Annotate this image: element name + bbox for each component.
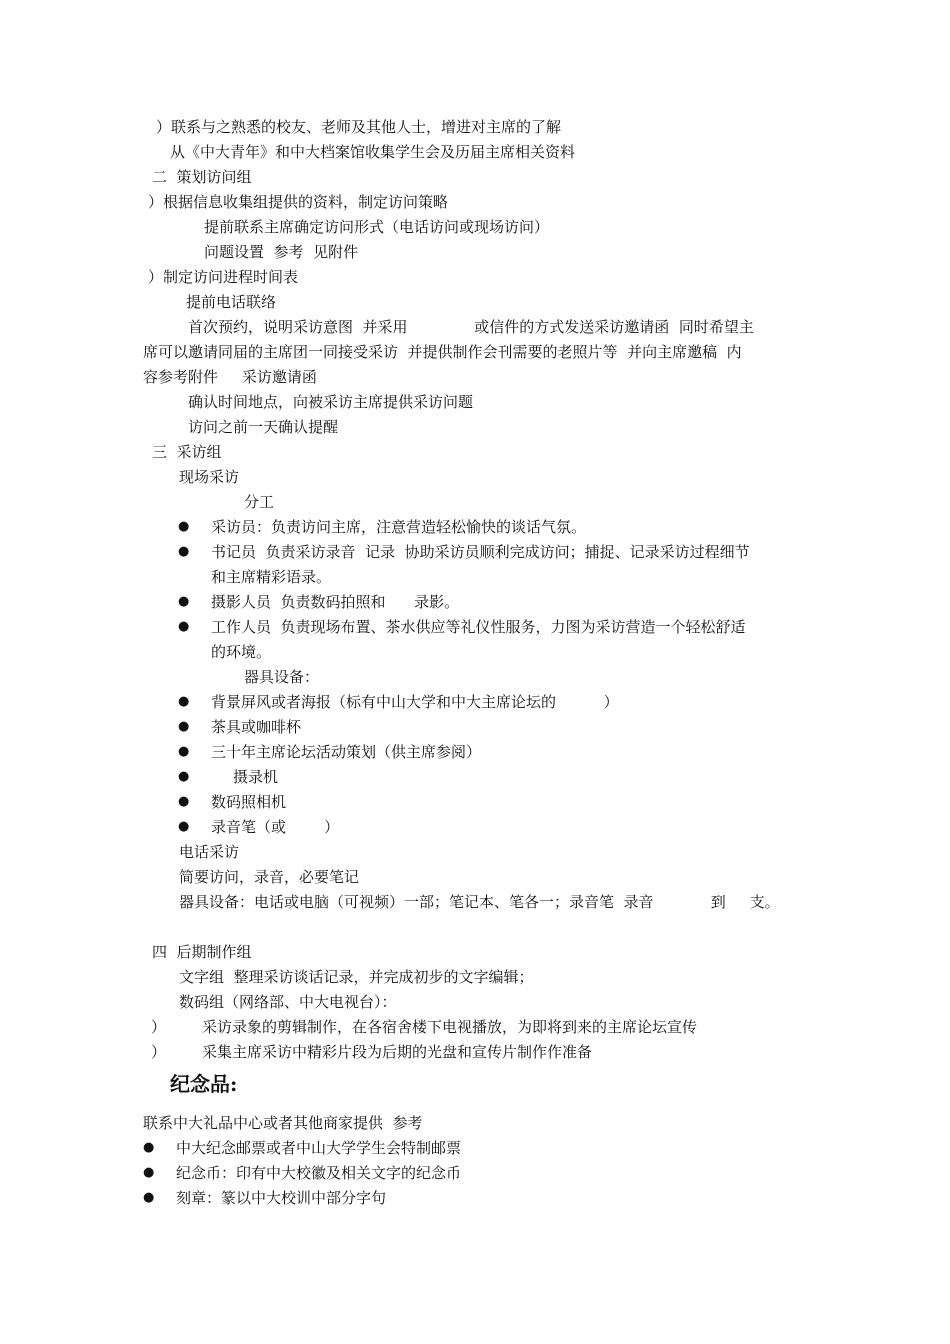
souvenir-heading: 纪念品: (170, 1072, 238, 1096)
text-line: 简要访问，录音，必要笔记 (179, 868, 360, 886)
list-item: 摄录机 (233, 768, 279, 786)
text-line: 提前联系主席确定访问形式（电话访问或现场访问） (204, 218, 550, 236)
list-item: 书记员 负责采访录音 记录 协助采访员顺利完成访问；捕捉、记录采访过程细节 (211, 543, 750, 561)
list-marker: ） (151, 1043, 167, 1061)
text-line: 席可以邀请同届的主席团一同接受采访 并提供制作会刊需要的老照片等 并向主席邀稿 内 (143, 343, 742, 361)
list-item: 摄影人员 负责数码拍照和 录影。 (211, 593, 460, 611)
bullet-icon: ● (178, 619, 190, 634)
list-item: 刻章：篆以中大校训中部分字句 (176, 1189, 387, 1207)
text-line: 访问之前一天确认提醒 (188, 418, 339, 436)
bullet-icon: ● (178, 819, 190, 834)
text-line: 文字组 整理采访谈话记录，并完成初步的文字编辑； (179, 968, 534, 986)
section-heading: 三 采访组 (152, 443, 222, 461)
section-heading: 四 后期制作组 (152, 943, 252, 961)
text-line: 联系中大礼品中心或者其他商家提供 参考 (143, 1114, 423, 1132)
sub-heading: 分工 (244, 493, 275, 511)
list-item-continuation: 的环境。 (211, 643, 272, 661)
list-item: 采访员：负责访问主席，注意营造轻松愉快的谈话气氛。 (211, 518, 587, 536)
bullet-icon: ● (178, 594, 190, 609)
list-item: 数码照相机 (211, 793, 287, 811)
section-heading: 二 策划访问组 (152, 168, 252, 186)
text-line: 容参考附件 采访邀请函 (143, 368, 317, 386)
list-item: 三十年主席论坛活动策划（供主席参阅） (211, 743, 482, 761)
text-line: ）联系与之熟悉的校友、老师及其他人士，增进对主席的了解 (156, 118, 562, 136)
text-line: ）制定访问进程时间表 (148, 268, 299, 286)
list-item: 茶具或咖啡杯 (211, 718, 302, 736)
bullet-icon: ● (178, 719, 190, 734)
list-item: 背景屏风或者海报（标有中山大学和中大主席论坛的 ） (211, 693, 619, 711)
bullet-icon: ● (143, 1165, 155, 1180)
bullet-icon: ● (178, 744, 190, 759)
text-line: 首次预约，说明采访意图 并采用 或信件的方式发送采访邀请函 同时希望主 (188, 318, 754, 336)
sub-heading: 电话采访 (179, 843, 240, 861)
list-item-continuation: 和主席精彩语录。 (211, 568, 332, 586)
bullet-icon: ● (178, 694, 190, 709)
sub-heading: 现场采访 (179, 468, 240, 486)
list-marker: ） (151, 1018, 167, 1036)
text-line: 从《中大青年》和中大档案馆收集学生会及历届主席相关资料 (170, 143, 576, 161)
bullet-icon: ● (143, 1140, 155, 1155)
text-line: 器具设备：电话或电脑（可视频）一部；笔记本、笔各一；录音笔 录音 到 支。 (179, 893, 780, 911)
text-line: 问题设置 参考 见附件 (204, 243, 359, 261)
list-item: 中大纪念邮票或者中山大学学生会特制邮票 (176, 1139, 462, 1157)
list-item: 录音笔（或 ） (211, 818, 340, 836)
text-line: 数码组（网络部、中大电视台）： (179, 993, 397, 1011)
text-line: 确认时间地点，向被采访主席提供采访问题 (188, 393, 474, 411)
bullet-icon: ● (178, 519, 190, 534)
bullet-icon: ● (178, 794, 190, 809)
text-line: 提前电话联络 (186, 293, 277, 311)
bullet-icon: ● (178, 544, 190, 559)
sub-heading: 器具设备： (244, 668, 320, 686)
bullet-icon: ● (143, 1190, 155, 1205)
text-line: ）根据信息收集组提供的资料，制定访问策略 (148, 193, 449, 211)
text-line: 采访录象的剪辑制作，在各宿舍楼下电视播放，为即将到来的主席论坛宣传 (202, 1018, 698, 1036)
bullet-icon: ● (178, 769, 190, 784)
list-item: 工作人员 负责现场布置、茶水供应等礼仪性服务，力图为采访营造一个轻松舒适 (211, 618, 746, 636)
text-line: 采集主席采访中精彩片段为后期的光盘和宣传片制作作准备 (202, 1043, 593, 1061)
list-item: 纪念币：印有中大校徽及相关文字的纪念币 (176, 1164, 462, 1182)
